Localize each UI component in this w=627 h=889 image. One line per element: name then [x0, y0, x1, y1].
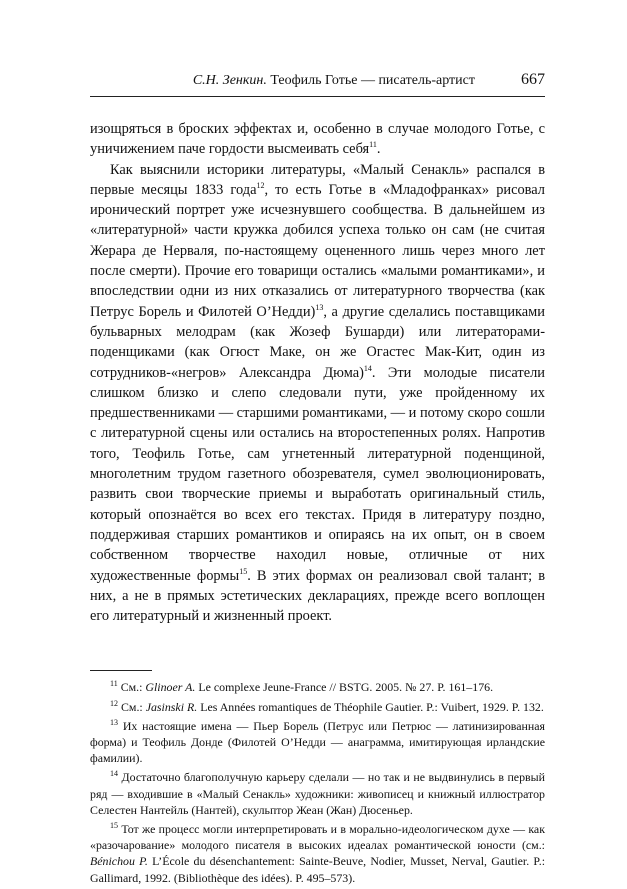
footnote-separator	[90, 670, 152, 671]
paragraph-2-text-4: . Эти молодые писатели слишком близко и слепо следовали пути, уже пройденному их предшественниками — старшими романтиками, — и потому скоро сошли с литературной сцены или остались на второстепенных ролях. Напротив того, Теофиль Готье, сам угнетенный литературной поденщиной, многолетним трудом газетного обозревателя, сумел эволюционировать, развить свои творческие приемы и выработать оригинальный стиль, который опознаётся во всех его текстах. Придя в литературу поздно, поддерживая старших романтиков и опираясь на их опыт, он в своем собственном творчестве находил новые, отличные от них художественные формы	[90, 364, 545, 584]
footnote-text: См.:	[120, 699, 146, 714]
running-head-text: Теофиль Готье — писатель-артист	[270, 73, 475, 88]
paragraph-1-text: изощряться в броских эффектах и, особенно в случае молодого Готье, с уничижением паче гордости высмеивать себя	[90, 121, 545, 158]
footnote-text: См.:	[120, 680, 146, 695]
footnote-number: 13	[110, 717, 118, 727]
footnote-ref-12[interactable]: 12	[256, 181, 265, 191]
footnote-number: 12	[110, 698, 118, 708]
footnote-text: Les Années romantiques de Théophile Gautier. P.: Vuibert, 1929. P. 132.	[197, 699, 544, 714]
page-number: 667	[521, 71, 545, 88]
paragraph-1-text-end: .	[376, 141, 381, 158]
footnote-13	[90, 718, 545, 767]
footnote-text: Достаточно благополучную карьеру сделали — но так и не выдвинулись в первый ряд — входившие в «Малый Сенакль» художники: живописец и книжный иллюстратор Селестен Нантейль (Нантей), скульптор Жеан (Жан) Дюсеньер.	[90, 770, 545, 817]
footnotes	[90, 679, 545, 885]
footnote-number: 11	[110, 679, 118, 689]
paragraph-1	[90, 119, 545, 160]
paragraph-2-text-1: Как выяснили историки литературы, «Малый Сенакль» распался в первые месяцы 1833 года	[90, 161, 545, 198]
paragraph-2	[90, 160, 545, 627]
body-text	[90, 119, 545, 626]
footnote-author: Jasinski R.	[145, 699, 198, 714]
running-head-title	[193, 70, 475, 92]
footnote-text: Le complexe Jeune-France // BSTG. 2005. № 27. P. 161–176.	[195, 680, 494, 695]
paragraph-2-text-3: , а другие сделались поставщиками бульварных мелодрам (как Жозеф Бушарди) или литераторами-поденщиками (как Огюст Маке, он же Огастес Мак-Кит, один из сотрудников-«негров» Александра Дюма)	[90, 303, 545, 381]
footnote-15	[90, 821, 545, 886]
footnote-author: Bénichou P.	[90, 854, 148, 869]
footnote-ref-14[interactable]: 14	[363, 363, 372, 373]
book-page	[90, 70, 545, 889]
footnote-12	[90, 699, 545, 715]
footnote-11	[90, 679, 545, 695]
footnote-number: 14	[110, 769, 118, 779]
footnote-ref-13[interactable]: 13	[315, 302, 324, 312]
footnote-14	[90, 769, 545, 818]
footnote-ref-11[interactable]: 11	[369, 140, 377, 150]
footnote-text: Их настоящие имена — Пьер Борель (Петрус или Петрюс — латинизированная форма) и Теофиль Донде (Филотей О’Недди — анаграмма, имитирующая ирландские фамилии).	[90, 718, 545, 766]
footnote-text: Тот же процесс могли интерпретировать и в морально-идеологическом духе — как «разочарование» молодого писателя в высоких идеалах романтической юности (см.:	[90, 822, 545, 853]
paragraph-2-text-5: . В этих формах он реализовал свой талант; в них, а не в прямых эстетических декларациях, прежде всего воплощен его литературный и жизненный проект.	[90, 567, 545, 625]
paragraph-2-text-2: , то есть Готье в «Младофранках» рисовал иронический портрет уже исчезнувшего сообщества. В дальнейшем из «литературной» части кружка добился успеха только он сам (не считая Жерара де Нерваля, по-настоящему оцененного лишь через много лет после смерти). Прочие его товарищи остались «малыми романтиками», и впоследствии одни из них отказались от литературного творчества (как Петрус Борель и Филотей О’Недди)	[90, 181, 545, 320]
footnote-ref-15[interactable]: 15	[239, 566, 248, 576]
footnote-number: 15	[110, 821, 118, 831]
footnote-text: L’École du désenchantement: Sainte-Beuve, Nodier, Musset, Nerval, Gautier. P.: Gallimard, 1992. (Bibliothèque des idées). P. 495–573).	[90, 854, 545, 885]
running-head-author: С.Н. Зенкин.	[192, 73, 267, 88]
footnote-author: Glinoer A.	[145, 680, 196, 695]
running-head	[90, 70, 545, 97]
